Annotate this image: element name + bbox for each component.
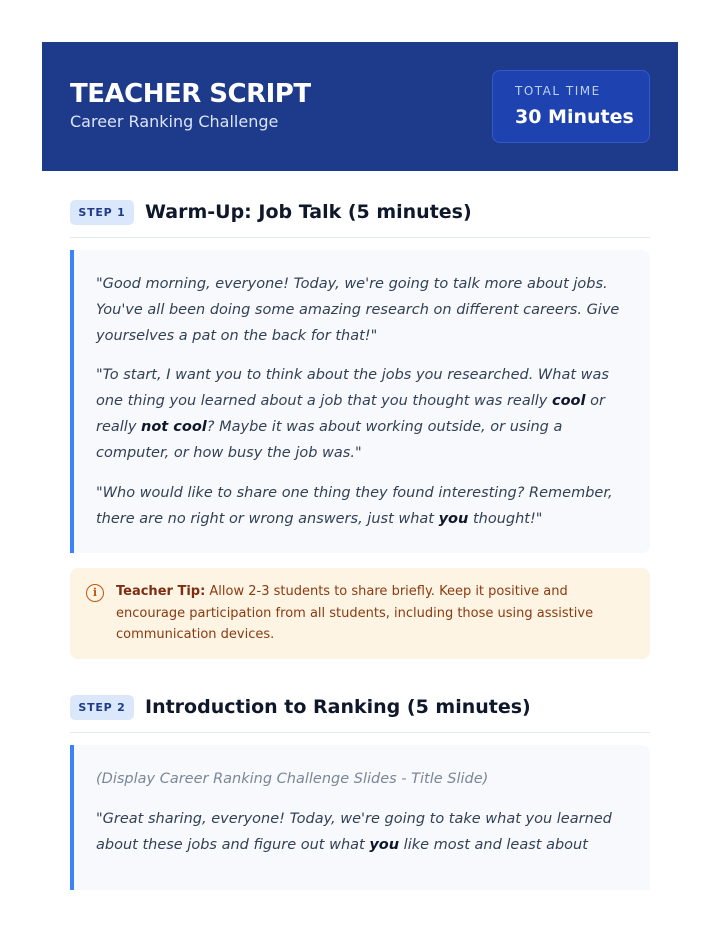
emphasis: you [438,511,469,527]
step-1-header [70,200,650,238]
step-2-badge: STEP 2 [70,695,134,720]
teacher-tip [70,568,650,659]
step-1-title: Warm-Up: Job Talk (5 minutes) [145,201,472,223]
script-paragraph: "Good morning, everyone! Today, we're going to talk more about jobs. You've all been doing some amazing research on different careers. Give yourselves a pat on the back for that!" [96,276,620,344]
teacher-tip-text: Teacher Tip: Allow 2-3 students to share briefly. Keep it positive and encourage participation from all students, including those using assistive communication devices. [116,584,594,642]
emphasis: not cool [141,419,207,435]
step-2-script [70,745,650,890]
step-1-script [70,250,650,553]
page-title: TEACHER SCRIPT [70,79,311,109]
emphasis: cool [551,393,586,409]
total-time-value: 30 Minutes [515,106,634,128]
step-2-title: Introduction to Ranking (5 minutes) [145,696,531,718]
emphasis: you [369,837,400,853]
step-2-header [70,695,650,733]
script-paragraph: "To start, I want you to think about the jobs you researched. What was one thing you learned about a job that you thought was really cool or really not cool? Maybe it was about working outside, or using a computer, or how busy the job was." [96,367,609,461]
script-header [42,42,678,171]
stage-direction: (Display Career Ranking Challenge Slides - Title Slide) [96,771,489,787]
total-time-label: TOTAL TIME [515,84,601,98]
total-time-card [492,70,650,143]
script-paragraph: "Who would like to share one thing they found interesting? Remember, there are no right or wrong answers, just what you thought!" [96,485,613,527]
step-1-badge: STEP 1 [70,200,134,225]
page-subtitle: Career Ranking Challenge [70,112,279,131]
script-paragraph: "Great sharing, everyone! Today, we're going to take what you learned about these jobs and figure out what you like most and least about [96,811,612,853]
info-icon: i [86,584,104,602]
teacher-tip-label: Teacher Tip: [116,584,206,599]
